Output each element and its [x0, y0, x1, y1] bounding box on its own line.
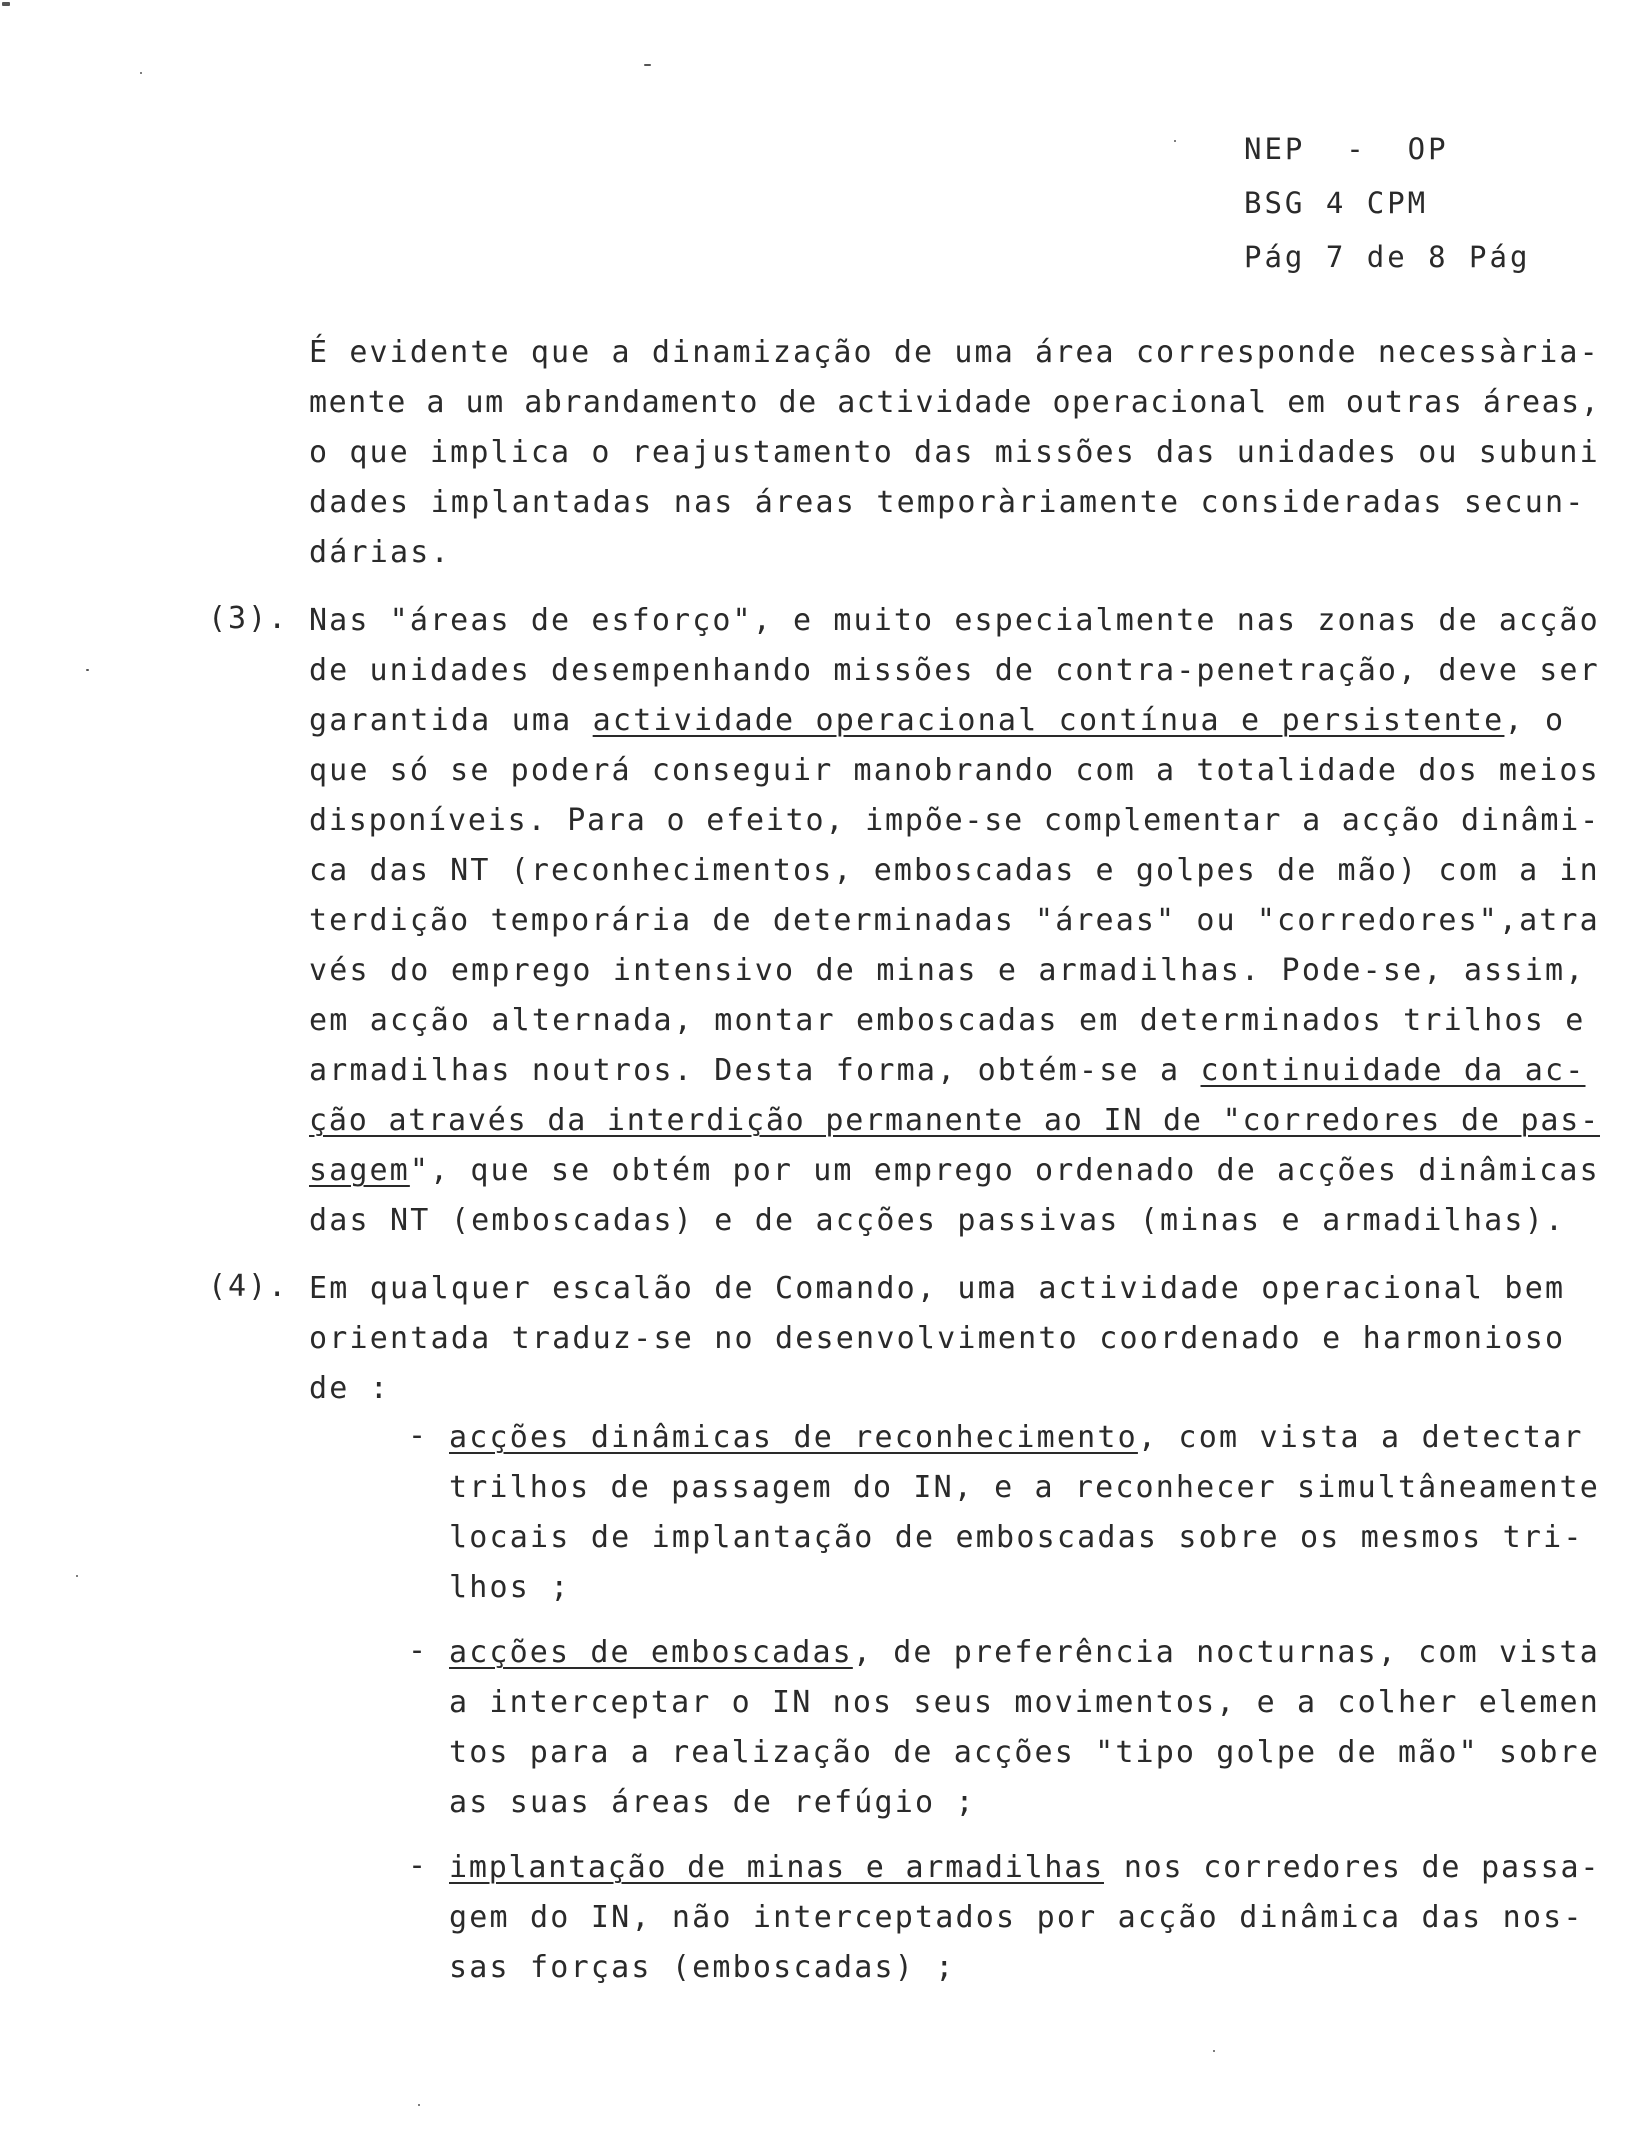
scan-mark	[644, 64, 651, 66]
text-line: disponíveis. Para o efeito, impõe-se complementar a acção dinâmi-	[309, 803, 1600, 838]
text-line	[309, 701, 1565, 741]
header-unit: BSG 4 CPM	[1244, 186, 1429, 220]
text-line: sas forças (emboscadas) ;	[449, 1950, 956, 1985]
underlined-phrase: implantação de minas e armadilhas	[449, 1850, 1104, 1885]
text-segment: , de preferência nocturnas, com vista	[852, 1635, 1600, 1670]
text-line: das NT (emboscadas) e de acções passivas (minas e armadilhas).	[309, 1203, 1566, 1238]
text-line	[309, 1101, 1600, 1141]
bullet-dash: -	[408, 1848, 427, 1883]
text-line: gem do IN, não interceptados por acção dinâmica das nos-	[449, 1900, 1584, 1935]
text-segment: , com vista a detectar	[1137, 1420, 1584, 1455]
underlined-phrase: acções de emboscadas	[449, 1635, 853, 1670]
text-line: locais de implantação de emboscadas sobre os mesmos tri-	[449, 1520, 1584, 1555]
header-reference: NEP - OP	[1244, 132, 1449, 166]
text-line: É evidente que a dinamização de uma área corresponde necessària-	[309, 335, 1600, 370]
text-line: Em qualquer escalão de Comando, uma actividade operacional bem	[309, 1271, 1566, 1306]
item-number: (3).	[208, 601, 289, 636]
underlined-phrase: ção através da interdição permanente ao IN de "corredores de pas-	[309, 1103, 1600, 1138]
text-line: orientada traduz-se no desenvolvimento coordenado e harmonioso	[309, 1321, 1566, 1356]
text-segment: , o	[1504, 703, 1566, 738]
text-line: trilhos de passagem do IN, e a reconhecer simultâneamente	[449, 1470, 1600, 1505]
text-line	[309, 1151, 1600, 1191]
text-segment: nos corredores de passa-	[1103, 1850, 1601, 1885]
text-line	[309, 1051, 1586, 1091]
text-line	[449, 1418, 1584, 1458]
scan-mark	[1213, 2050, 1215, 2052]
text-line: ca das NT (reconhecimentos, emboscadas e golpes de mão) com a in	[309, 853, 1600, 888]
underlined-phrase: acções dinâmicas de reconhecimento	[449, 1420, 1138, 1455]
underlined-phrase: sagem	[309, 1153, 410, 1188]
text-line: dades implantadas nas áreas temporàriamente consideradas secun-	[309, 485, 1586, 520]
text-line: vés do emprego intensivo de minas e armadilhas. Pode-se, assim,	[309, 953, 1586, 988]
underlined-phrase: continuidade da ac-	[1200, 1053, 1586, 1088]
text-line: tos para a realização de acções "tipo golpe de mão" sobre	[449, 1735, 1600, 1770]
text-line: de unidades desempenhando missões de contra-penetração, deve ser	[309, 653, 1600, 688]
text-line: as suas áreas de refúgio ;	[449, 1785, 976, 1820]
text-line: em acção alternada, montar emboscadas em determinados trilhos e	[309, 1003, 1586, 1038]
text-line: lhos ;	[449, 1570, 571, 1605]
scan-mark	[76, 1575, 78, 1577]
document-header	[1244, 122, 1604, 284]
text-segment: ", que se obtém por um emprego ordenado de acções dinâmicas	[409, 1153, 1600, 1188]
text-line	[449, 1633, 1600, 1673]
text-segment: garantida uma	[309, 703, 593, 738]
text-line: que só se poderá conseguir manobrando com a totalidade dos meios	[309, 753, 1600, 788]
text-line	[449, 1848, 1600, 1888]
scan-mark	[140, 72, 142, 74]
item-number: (4).	[208, 1269, 289, 1304]
text-line: terdição temporária de determinadas "áreas" ou "corredores",atra	[309, 903, 1600, 938]
bullet-dash: -	[408, 1418, 427, 1453]
header-page-number: Pág 7 de 8 Pág	[1244, 240, 1531, 274]
text-line: de :	[309, 1371, 391, 1406]
text-segment: armadilhas noutros. Desta forma, obtém-se a	[309, 1053, 1201, 1088]
text-line: Nas "áreas de esforço", e muito especialmente nas zonas de acção	[309, 603, 1600, 638]
scan-mark	[86, 669, 89, 671]
scan-mark	[2, 2, 10, 6]
bullet-dash: -	[408, 1633, 427, 1668]
text-line: mente a um abrandamento de actividade operacional em outras áreas,	[309, 385, 1601, 420]
scan-mark	[1174, 140, 1176, 142]
text-line: dárias.	[309, 535, 451, 570]
text-line: a interceptar o IN nos seus movimentos, e a colher elemen	[449, 1685, 1600, 1720]
underlined-phrase: actividade operacional contínua e persistente	[592, 703, 1505, 738]
scan-mark	[418, 2104, 420, 2106]
text-line: o que implica o reajustamento das missões das unidades ou subuni	[309, 435, 1600, 470]
